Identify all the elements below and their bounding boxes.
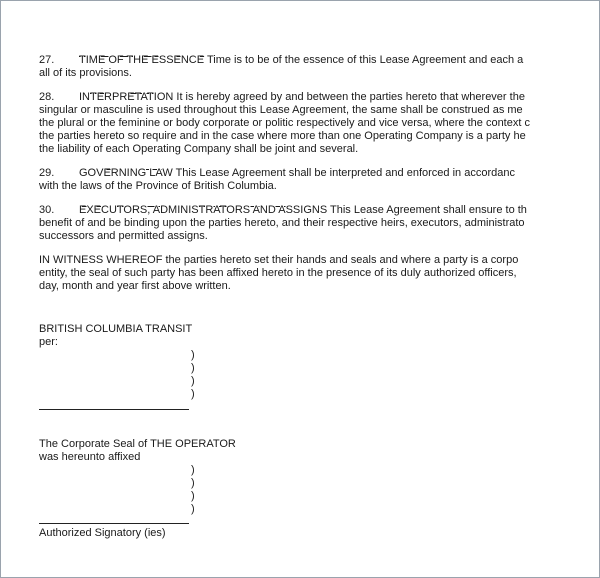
clause-number: 28. <box>39 91 55 103</box>
party-name: BRITISH COLUMBIA TRANSIT <box>39 323 193 335</box>
clause-heading: GOVERNING LAW <box>79 167 173 179</box>
clause-line <box>39 167 599 180</box>
brace-mark: ) <box>191 349 195 361</box>
clause-text: This Lease Agreement shall ensure to th <box>327 204 527 216</box>
brace-mark: ) <box>191 477 195 489</box>
brace-mark: ) <box>191 375 195 387</box>
clause-28 <box>39 91 599 156</box>
brace-mark: ) <box>191 362 195 374</box>
clause-text: successors and permitted assigns. <box>39 230 208 242</box>
brace-mark: ) <box>191 490 195 502</box>
clause-27 <box>39 54 599 80</box>
clause-line <box>39 54 599 67</box>
clause-text: with the laws of the Province of British Columbia. <box>39 180 277 192</box>
seal-label: The Corporate Seal of THE OPERATOR <box>39 438 236 450</box>
brace-mark: ) <box>191 388 195 400</box>
clause-text: the plural or the feminine or body corporate or politic respectively and vice versa, where the context c <box>39 117 530 129</box>
clause-line <box>39 91 599 104</box>
clause-text: all of its provisions. <box>39 67 132 79</box>
clause-number: 27. <box>39 54 55 66</box>
signature-brace <box>191 349 195 401</box>
brace-mark: ) <box>191 464 195 476</box>
signature-block-operator <box>39 438 236 464</box>
clause-text: benefit of and be binding upon the parties hereto, and their respective heirs, executors, administrato <box>39 217 525 229</box>
clause-heading: INTERPRETATION <box>79 91 174 103</box>
signatory-caption-block <box>39 527 166 540</box>
signatory-caption: Authorized Signatory (ies) <box>39 527 166 539</box>
witness-text: IN WITNESS WHEREOF the parties hereto set their hands and seals and where a party is a corpo <box>39 254 519 266</box>
clause-heading: TIME OF THE ESSENCE <box>79 54 205 66</box>
seal-label: was hereunto affixed <box>39 451 141 463</box>
clause-text: singular or masculine is used throughout this Lease Agreement, the same shall be construed as me <box>39 104 523 116</box>
clause-number: 29. <box>39 167 55 179</box>
signature-brace <box>191 464 195 516</box>
clause-heading: EXECUTORS, ADMINISTRATORS AND ASSIGNS <box>79 204 328 216</box>
witness-text: day, month and year first above written. <box>39 280 231 292</box>
witness-text: entity, the seal of such party has been affixed hereto in the presence of its duly authorized officers, <box>39 267 517 279</box>
clause-text: the liability of each Operating Company shall be joint and several. <box>39 143 359 155</box>
clause-text: It is hereby agreed by and between the parties hereto that wherever the <box>173 91 525 103</box>
clause-29 <box>39 167 599 193</box>
document-body <box>39 54 599 304</box>
signature-line <box>39 523 189 524</box>
brace-mark: ) <box>191 503 195 515</box>
signature-block-transit <box>39 323 192 349</box>
per-label: per: <box>39 336 58 348</box>
clause-text: the parties hereto so require and in the case where more than one Operating Company is a party he <box>39 130 526 142</box>
signature-line <box>39 409 189 410</box>
clause-line <box>39 204 599 217</box>
clause-text: This Lease Agreement shall be interpreted and enforced in accordanc <box>172 167 515 179</box>
clause-text: Time is to be of the essence of this Lease Agreement and each a <box>204 54 524 66</box>
clause-number: 30. <box>39 204 55 216</box>
clause-30 <box>39 204 599 243</box>
witness-clause <box>39 254 599 293</box>
